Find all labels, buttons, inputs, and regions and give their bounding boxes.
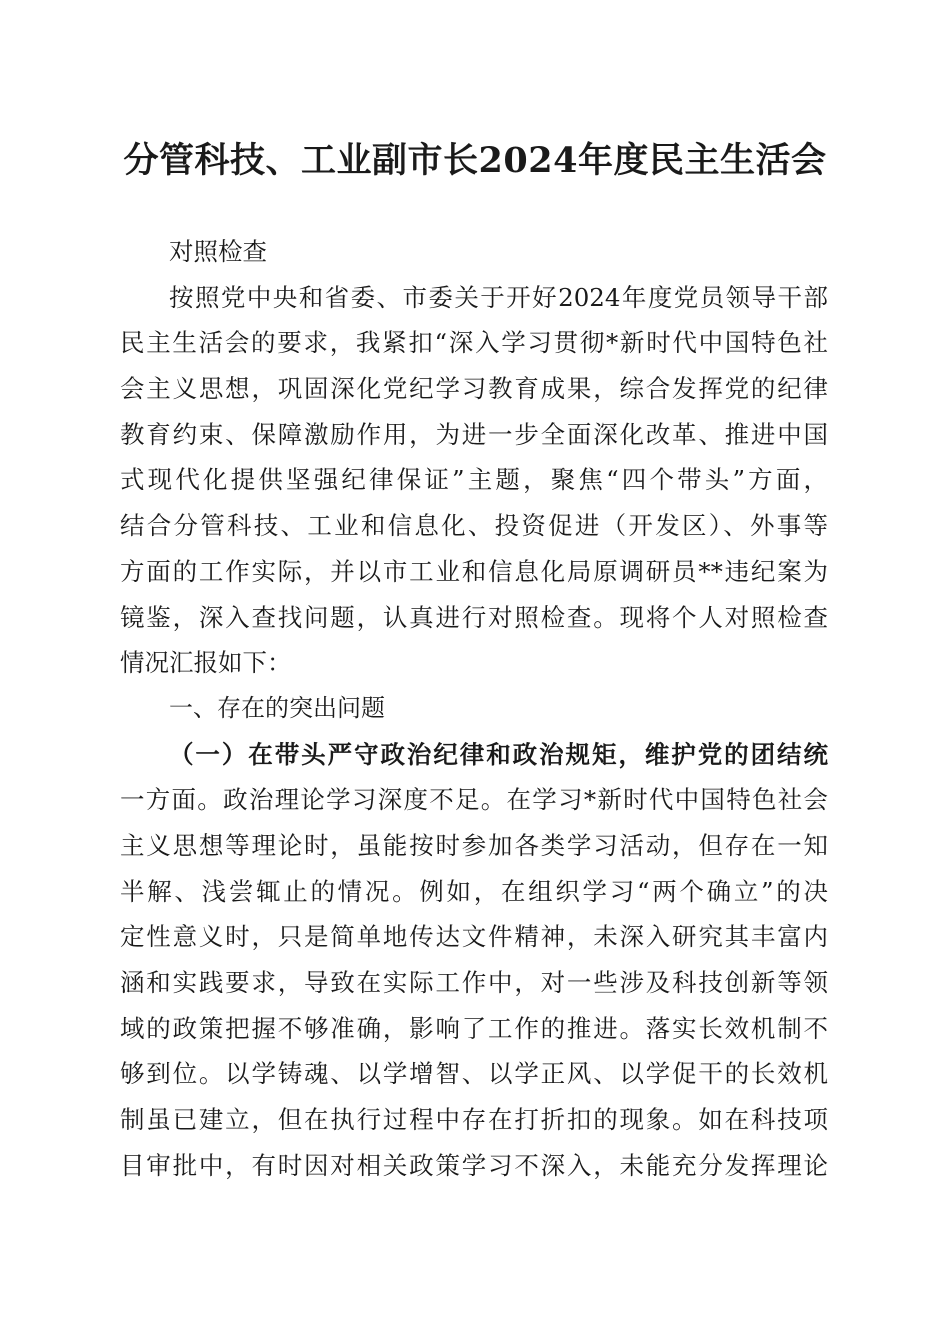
paragraph-line: 结合分管科技、工业和信息化、投资促进（开发区）、外事等 (120, 511, 828, 541)
paragraph-line: 民主生活会的要求，我紧扣“深入学习贯彻*新时代中国特色社 (120, 328, 828, 358)
paragraph-line: 主义思想等理论时，虽能按时参加各类学习活动，但存在一知 (120, 830, 828, 860)
document-body (120, 229, 828, 1188)
subsection-heading: （一）在带头严守政治纪律和政治规矩，维护党的团结统 (169, 739, 828, 769)
paragraph-line: 涵和实践要求，导致在实际工作中，对一些涉及科技创新等领 (120, 968, 828, 997)
paragraph-line: 定性意义时，只是简单地传达文件精神，未深入研究其丰富内 (120, 922, 828, 952)
paragraph-line: 教育约束、保障激励作用，为进一步全面深化改革、推进中国 (120, 419, 828, 449)
paragraph-line: 方面的工作实际，并以市工业和信息化局原调研员**违纪案为 (120, 556, 828, 586)
paragraph-line: 式现代化提供坚强纪律保证”主题，聚焦“四个带头”方面， (120, 465, 828, 495)
document-title: 分管科技、工业副市长2024年度民主生活会 (123, 140, 827, 181)
paragraph-line: 镜鉴，深入查找问题，认真进行对照检查。现将个人对照检查 (120, 602, 828, 632)
section-heading: 一、存在的突出问题 (169, 693, 385, 722)
paragraph-line: 域的政策把握不够准确，影响了工作的推进。落实长效机制不 (120, 1013, 828, 1043)
paragraph-line: 情况汇报如下： (120, 648, 292, 678)
paragraph-line: 一方面。政治理论学习深度不足。在学习*新时代中国特色社会 (120, 785, 828, 815)
paragraph-line: 目审批中，有时因对相关政策学习不深入，未能充分发挥理论 (120, 1150, 828, 1180)
paragraph-line: 会主义思想，巩固深化党纪学习教育成果，综合发挥党的纪律 (120, 374, 828, 404)
paragraph-line: 按照党中央和省委、市委关于开好2024年度党员领导干部 (169, 282, 828, 312)
paragraph-line: 够到位。以学铸魂、以学增智、以学正风、以学促干的长效机 (120, 1059, 828, 1089)
paragraph-line: 制虽已建立，但在执行过程中存在打折扣的现象。如在科技项 (120, 1105, 828, 1135)
paragraph-line: 半解、浅尝辄止的情况。例如，在组织学习“两个确立”的决 (120, 876, 828, 906)
document-subtitle: 对照检查 (169, 237, 267, 266)
